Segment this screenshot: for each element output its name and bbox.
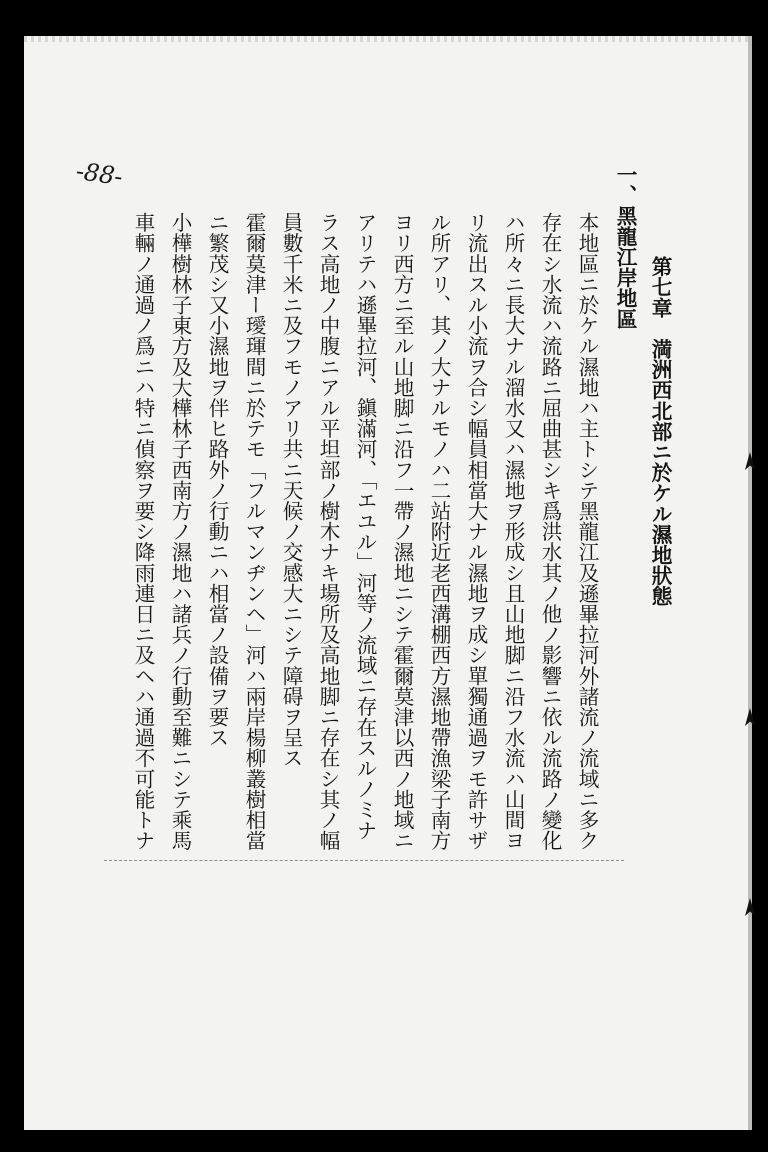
body-line: 小樺樹林子東方及大樺林子西南方ノ濕地ハ諸兵ノ行動至難ニシテ乘馬 — [168, 212, 192, 851]
body-line: アリテハ遜畢拉河、鎭滿河、「エユル」河等ノ流域ニ存在スルノミナ — [353, 212, 377, 841]
body-line: ニ繁茂シ又小濕地ヲ伴ヒ路外ノ行動ニハ相當ノ設備ヲ要ス — [205, 212, 229, 748]
body-line: 本地區ニ於ケル濕地ハ主トシテ黑龍江及遜畢拉河外諸流ノ流域ニ多ク — [575, 212, 599, 851]
body-line: ラス高地ノ中腹ニアル平坦部ノ樹木ナキ場所及高地脚ニ存在シ其ノ幅 — [316, 212, 340, 851]
section-heading: 一、黑龍江岸地區 — [613, 164, 637, 329]
body-line: ル所アリ、其ノ大ナルモノハ二站附近老西溝棚西方濕地帶漁梁子南方 — [427, 212, 451, 851]
paper-right-edge — [748, 36, 752, 1130]
fold-line — [104, 860, 624, 861]
body-line: リ流出スル小流ヲ合シ幅員相當大ナル濕地ヲ成シ單獨通過ヲモ許サザ — [464, 212, 488, 851]
document-page — [24, 36, 752, 1130]
body-line: ヨリ西方ニ至ル山地脚ニ沿フ一帶ノ濕地ニシテ霍爾莫津以西ノ地域ニ — [390, 212, 414, 851]
body-line: ハ所々ニ長大ナル溜水又ハ濕地ヲ形成シ且山地脚ニ沿フ水流ハ山間ヨ — [501, 212, 525, 851]
body-line: 存在シ水流ハ流路ニ屈曲甚シキ爲洪水其ノ他ノ影響ニ依ル流路ノ變化 — [538, 212, 562, 851]
body-line: 員數千米ニ及フモノアリ共ニ天候ノ交感大ニシテ障碍ヲ呈ス — [279, 212, 303, 769]
body-line: 霍爾莫津ー璦琿間ニ於テモ「フルマンヂンヘ」河ハ兩岸楊柳叢樹相當 — [242, 212, 266, 851]
paper-top-edge — [24, 36, 752, 42]
body-line: 車輛ノ通過ノ爲ニハ特ニ偵察ヲ要シ降雨連日ニ及ヘハ通過不可能トナ — [131, 212, 155, 851]
handwritten-page-number: -88- — [74, 156, 125, 192]
chapter-title: 第七章 満洲西北部ニ於ケル濕地狀態 — [648, 256, 672, 607]
